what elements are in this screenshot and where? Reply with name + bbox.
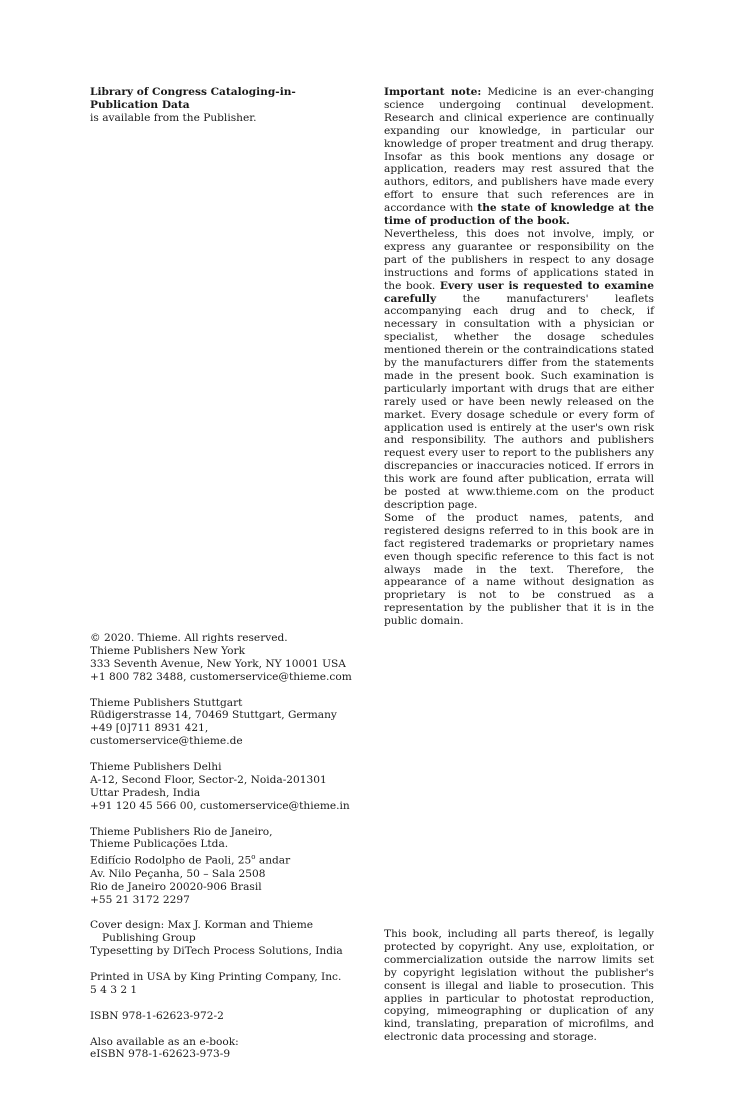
delhi-office: Thieme Publishers Delhi A-12, Second Floor, Sector-2, Noida-201301 Uttar Pradesh, India +91 120 45 566 00, customerservice@thieme.in xyxy=(90,761,350,812)
copyright-line: © 2020. Thieme. All rights reserved. xyxy=(90,632,288,644)
note-label: Important note: xyxy=(384,86,482,98)
important-note xyxy=(384,86,654,628)
newyork-office: © 2020. Thieme. All rights reserved. Thieme Publishers New York 333 Seventh Avenue, New York, NY 10001 USA +1 800 782 3488, customerservice@thieme.com xyxy=(90,632,360,684)
cip-availability: is available from the Publisher. xyxy=(90,111,257,124)
note-paragraph-2: Nevertheless, this does not involve, imply, or express any guarantee or responsibility on the part of the publishers in respect to any dosage instructions and forms of applications stated in the book. Every user is requested to examine carefully the manufacturers' leaflets accompanying each drug and to check, if necessary in consultation with a physician or specialist, whether the dosage schedules mentioned therein or the contraindications stated by the manufacturers differ from the statements made in the present book. Such examination is particularly important with drugs that are either rarely used or have been newly released on the market. Every dosage schedule or every form of application used is entirely at the user's own risk and responsibility. The authors and publishers request every user to report to the publishers any discrepancies or inaccuracies noticed. If errors in this work are found after publication, errata will be posted at www.thieme.com on the product description page. xyxy=(384,227,654,511)
credits: Cover design: Max J. Korman and Thieme Publishing Group Typesetting by DiTech Process Solutions, India Printed in USA by King Printing Company, Inc.5 4 3 2 1 ISBN 978-1-62623-972-2 Also available as an e-book: eISBN 978-1-62623-973-9 xyxy=(90,919,360,1061)
imprint-block xyxy=(90,632,360,1061)
cip-heading: Library of Congress Cataloging-in-Publication Data xyxy=(90,86,296,111)
stuttgart-office: Thieme Publishers Stuttgart Rüdigerstrasse 14, 70469 Stuttgart, Germany +49 [0]711 8931 421, customerservice@thieme.de xyxy=(90,696,337,748)
cip-block xyxy=(90,86,360,125)
print-run-numbers: 5 4 3 2 1 xyxy=(90,983,138,996)
isbn: ISBN 978-1-62623-972-2 xyxy=(90,1009,224,1022)
eisbn: eISBN 978-1-62623-973-9 xyxy=(90,1048,231,1061)
legal-notice: This book, including all parts thereof, is legally protected by copyright. Any use, exploitation, or commercialization outside the narrow limits set by copyright legislation without the publisher's consent is illegal and liable to prosecution. This applies in particular to photostat reproduction, copying, mimeographing or duplication of any kind, translating, preparation of microfilms, and electronic data processing and storage. xyxy=(384,928,654,1044)
note-paragraph-1: Important note: Medicine is an ever-changing science undergoing continual development. Research and clinical experience are continually expanding our knowledge, in particular our knowledge of proper treatment and drug therapy. Insofar as this book mentions any dosage or application, readers may rest assured that the authors, editors, and publishers have made every effort to ensure that such references are in accordance with the state of knowledge at the time of production of the book. xyxy=(384,86,654,228)
rio-office: Thieme Publishers Rio de Janeiro, Thieme Publicações Ltda. Edifício Rodolpho de Paoli, 25$^o$ andar Av. Nilo Peçanha, 50 – Sala 2508 Rio de Janeiro 20020-906 Brasil +55 21 3172 2297 xyxy=(90,825,291,906)
note-paragraph-3: Some of the product names, patents, and registered designs referred to in this book are in fact registered trademarks or proprietary names even though specific reference to this fact is not always made in the text. Therefore, the appearance of a name without designation as proprietary is not to be construed as a representation by the publisher that it is in the public domain. xyxy=(384,511,654,628)
printer-line: Printed in USA by King Printing Company, Inc.5 4 3 2 1 xyxy=(90,971,342,996)
